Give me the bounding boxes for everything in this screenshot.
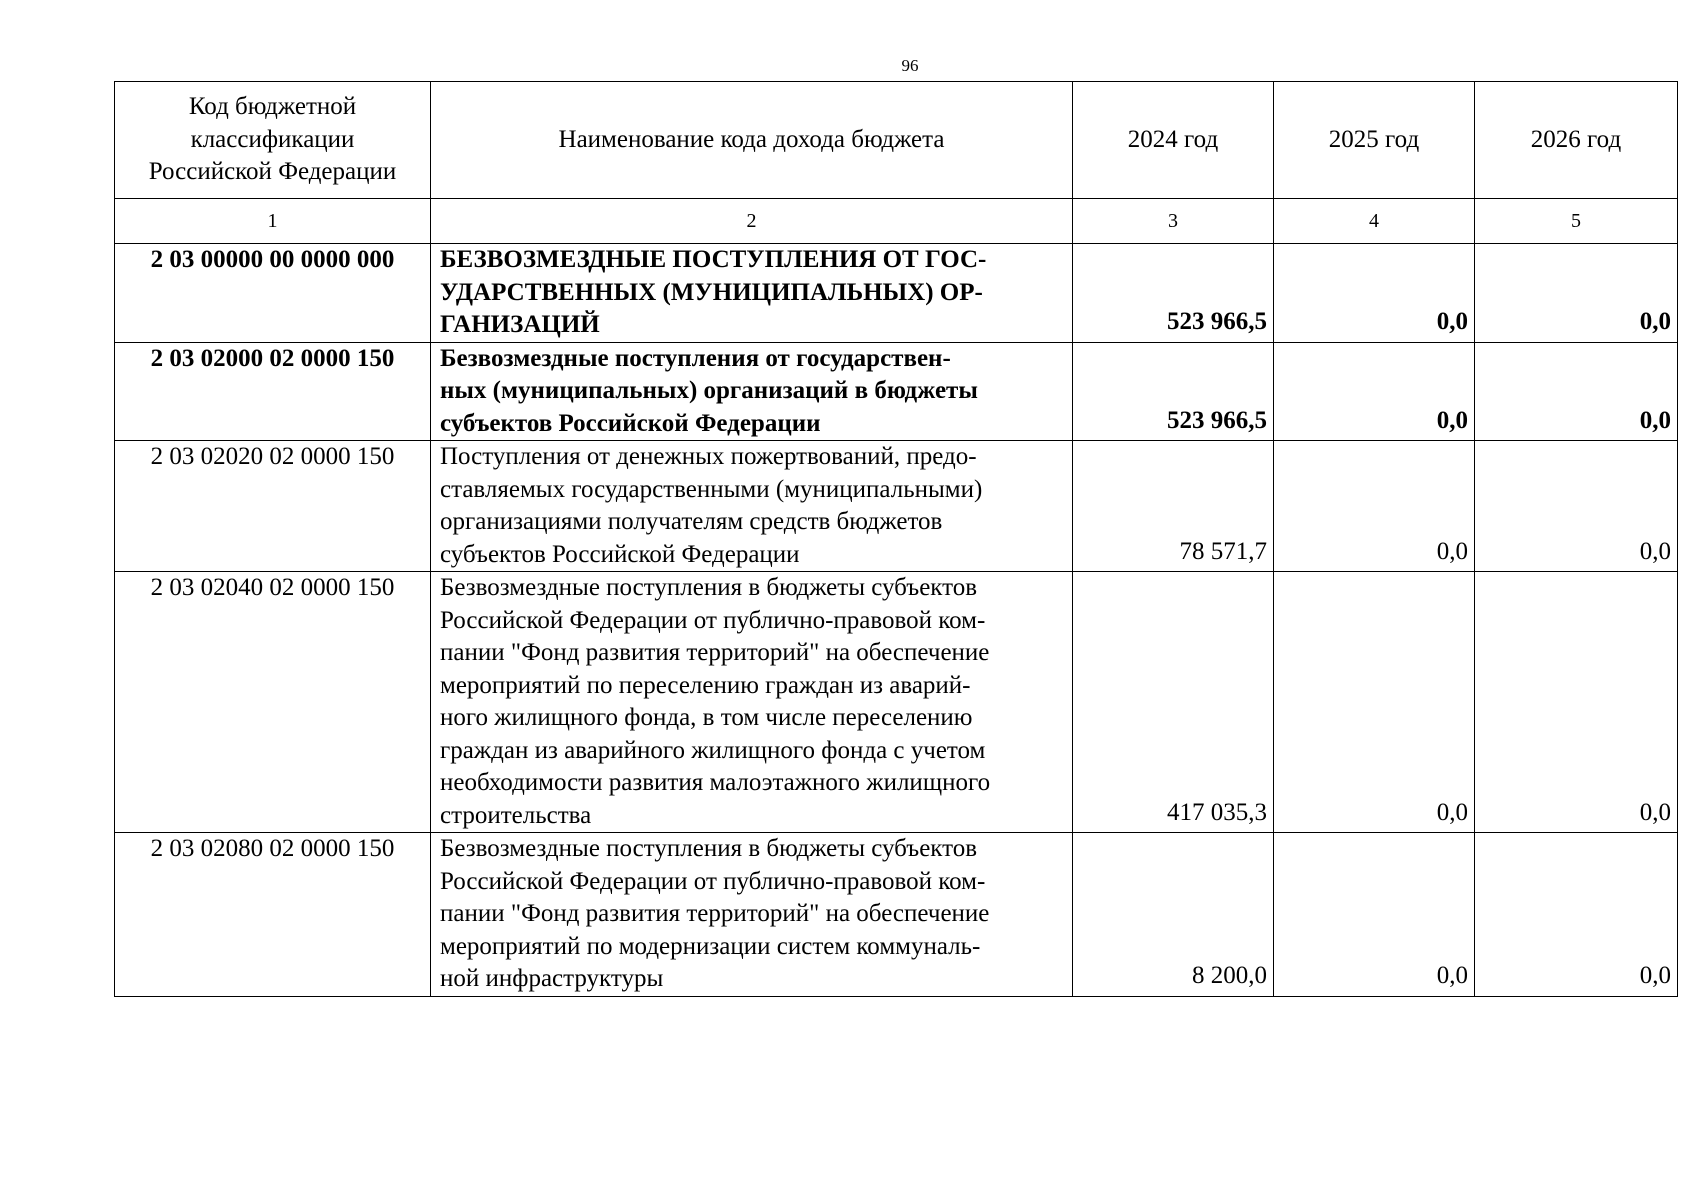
revenue-name-line: Российской Федерации от публично-правовой ком- [440,606,986,634]
column-number-row [115,199,1678,244]
revenue-name-line: Безвозмездные поступления в бюджеты субъектов [440,835,978,862]
header-revenue-name [431,82,1073,199]
revenue-name-line: пании "Фонд развития территорий" на обеспечение [440,639,990,666]
value-2024-cell: 78 571,7 [1073,441,1274,572]
column-number: 1 [115,199,431,244]
revenue-name-line: ГАНИЗАЦИЙ [440,311,600,338]
revenue-name-line: ной инфраструктуры [440,965,664,992]
revenue-name-cell [431,342,1073,441]
value-2025-cell: 0,0 [1274,572,1475,833]
value-2024-cell: 523 966,5 [1073,244,1274,343]
value-2024-cell: 523 966,5 [1073,342,1274,441]
revenue-name-line: граждан из аварийного жилищного фонда с учетом [440,736,986,764]
revenue-name-line: необходимости развития малоэтажного жилищного [440,769,991,796]
value-2026-cell: 0,0 [1475,441,1678,572]
budget-code-cell: 2 03 00000 00 0000 000 [115,244,431,343]
revenue-name-line: Поступления от денежных пожертвований, предо- [440,443,977,470]
table-header-row [115,82,1678,199]
table-row [115,244,1678,343]
revenue-name-line: ного жилищного фонда, в том числе переселению [440,704,973,731]
revenue-name-line: субъектов Российской Федерации [440,409,821,437]
header-line: Код бюджетной [188,93,357,121]
table-row [115,572,1678,833]
header-budget-code [115,82,431,199]
value-2025-cell: 0,0 [1274,342,1475,441]
value-2025-cell: 0,0 [1274,833,1475,997]
budget-code-cell: 2 03 02000 02 0000 150 [115,342,431,441]
revenue-name-line: Безвозмездные поступления от государствен- [440,344,951,372]
column-number: 5 [1475,199,1678,244]
header-year-2024 [1073,82,1274,199]
value-2026-cell: 0,0 [1475,833,1678,997]
table-row [115,441,1678,572]
value-2026-cell: 0,0 [1475,342,1678,441]
page-number: 96 [901,56,919,75]
table-row [115,833,1678,997]
value-2024-cell: 8 200,0 [1073,833,1274,997]
value-2025-cell: 0,0 [1274,441,1475,572]
table-row [115,342,1678,441]
revenue-name-line: пании "Фонд развития территорий" на обеспечение [440,900,990,927]
revenue-name-line: Безвозмездные поступления в бюджеты субъектов [440,574,978,601]
revenue-name-line: строительства [440,801,592,829]
budget-revenue-table [114,81,1678,997]
header-line: классификации [190,125,355,153]
budget-code-cell: 2 03 02040 02 0000 150 [115,572,431,833]
column-number: 3 [1073,199,1274,244]
header-line: Российской Федерации [148,158,397,186]
value-2024-cell: 417 035,3 [1073,572,1274,833]
revenue-name-line: ставляемых государственными (муниципальными) [440,475,983,503]
header-line: 2025 год [1328,125,1420,153]
revenue-name-line: ных (муниципальных) организаций в бюджеты [440,377,978,404]
revenue-name-line: организациями получателям средств бюджетов [440,508,943,535]
revenue-name-cell [431,244,1073,343]
header-line: 2026 год [1530,125,1622,153]
value-2026-cell: 0,0 [1475,572,1678,833]
revenue-name-line: мероприятий по модернизации систем коммуналь- [440,932,981,960]
header-line: Наименование кода дохода бюджета [558,125,945,153]
table-body [115,244,1678,997]
header-year-2026 [1475,82,1678,199]
value-2026-cell: 0,0 [1475,244,1678,343]
revenue-name-cell [431,572,1073,833]
revenue-name-line: Российской Федерации от публично-правовой ком- [440,867,986,895]
value-2025-cell: 0,0 [1274,244,1475,343]
header-year-2025 [1274,82,1475,199]
column-number: 4 [1274,199,1475,244]
revenue-name-cell [431,833,1073,997]
revenue-name-cell [431,441,1073,572]
revenue-name-line: мероприятий по переселению граждан из аварий- [440,671,971,699]
revenue-name-line: БЕЗВОЗМЕЗДНЫЕ ПОСТУПЛЕНИЯ ОТ ГОС- [440,246,987,273]
revenue-name-line: УДАРСТВЕННЫХ (МУНИЦИПАЛЬНЫХ) ОР- [440,278,983,306]
revenue-name-line: субъектов Российской Федерации [440,540,800,568]
column-number: 2 [431,199,1073,244]
budget-code-cell: 2 03 02020 02 0000 150 [115,441,431,572]
budget-code-cell: 2 03 02080 02 0000 150 [115,833,431,997]
header-line: 2024 год [1127,125,1219,153]
